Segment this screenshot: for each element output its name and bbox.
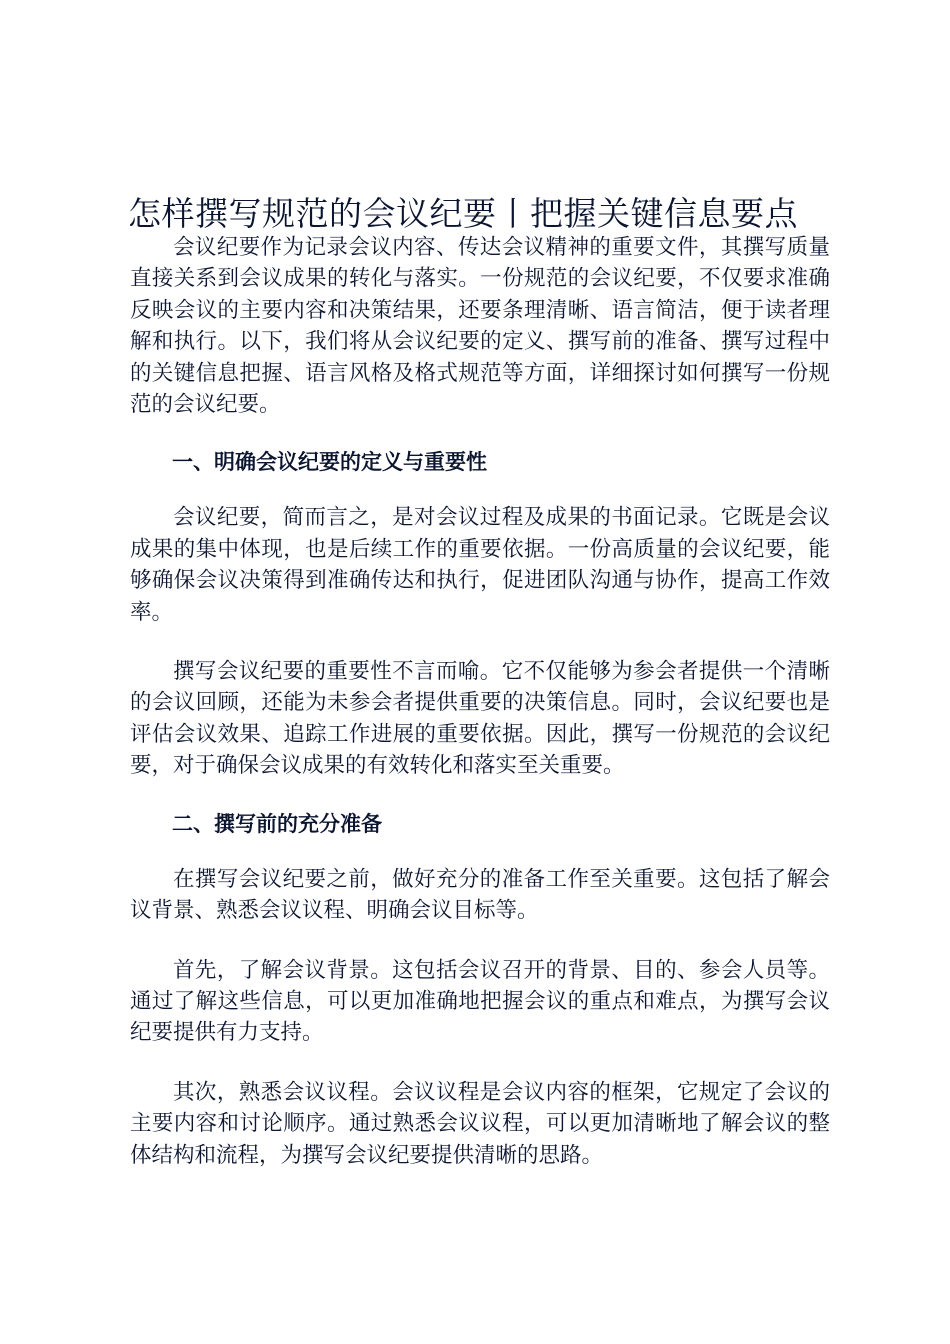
document-body (130, 232, 830, 1199)
section-definition (130, 448, 830, 781)
section-preparation (130, 810, 830, 1171)
section-heading: 一、明确会议纪要的定义与重要性 (172, 449, 487, 475)
body-paragraph: 首先，了解会议背景。这包括会议召开的背景、目的、参会人员等。通过了解这些信息，可以更加准确地把握会议的重点和难点，为撰写会议纪要提供有力支持。 (130, 957, 830, 1046)
body-paragraph: 其次，熟悉会议议程。会议议程是会议内容的框架，它规定了会议的主要内容和讨论顺序。通过熟悉会议议程，可以更加清晰地了解会议的整体结构和流程，为撰写会议纪要提供清晰的思路。 (130, 1079, 830, 1168)
body-paragraph: 撰写会议纪要的重要性不言而喻。它不仅能够为参会者提供一个清晰的会议回顾，还能为未参会者提供重要的决策信息。同时，会议纪要也是评估会议效果、追踪工作进展的重要依据。因此，撰写一份规范的会议纪要，对于确保会议成果的有效转化和落实至关重要。 (130, 659, 830, 779)
section-heading: 二、撰写前的充分准备 (172, 810, 382, 836)
body-paragraph: 会议纪要，简而言之，是对会议过程及成果的书面记录。它既是会议成果的集中体现，也是后续工作的重要依据。一份高质量的会议纪要，能够确保会议决策得到准确传达和执行，促进团队沟通与协作，提高工作效率。 (130, 505, 830, 625)
document-title: 怎样撰写规范的会议纪要丨把握关键信息要点 (128, 194, 798, 234)
body-paragraph: 在撰写会议纪要之前，做好充分的准备工作至关重要。这包括了解会议背景、熟悉会议议程、明确会议目标等。 (130, 866, 830, 924)
intro-paragraph: 会议纪要作为记录会议内容、传达会议精神的重要文件，其撰写质量直接关系到会议成果的转化与落实。一份规范的会议纪要，不仅要求准确反映会议的主要内容和决策结果，还要条理清晰、语言简洁，便于读者理解和执行。以下，我们将从会议纪要的定义、撰写前的准备、撰写过程中的关键信息把握、语言风格及格式规范等方面，详细探讨如何撰写一份规范的会议纪要。 (130, 235, 830, 418)
